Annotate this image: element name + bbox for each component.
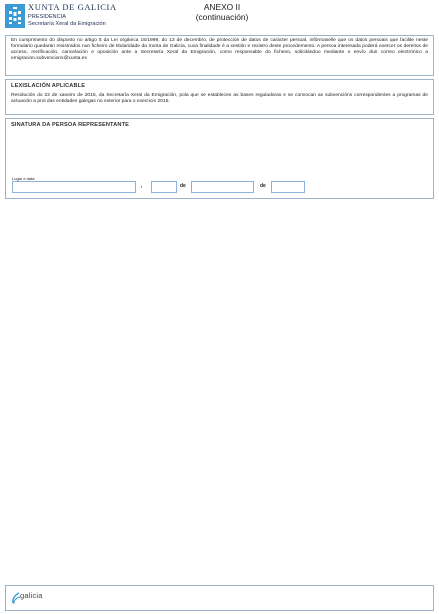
place-date-label: Lugar e data xyxy=(12,176,35,181)
applicable-law-text: Resolución do 22 de xaneiro de 2015, da Secretaría Xeral da Emigración, pola que se establecen as bases reguladoras e se convocan as subvencións correspondentes a programas de actuación a prol das entidades galegas no exterior para o exercicio 2015. xyxy=(11,93,428,105)
annex-title: ANEXO II xyxy=(203,2,241,12)
page-footer xyxy=(5,585,434,611)
privacy-notice-text: En cumprimento do disposto no artigo 5 da Lei orgánica 15/1999, do 13 de decembro, de protección de datos de carácter persoal, infórmaselle que os datos persoais que facilite neste formulario quedarán rexistrados nun ficheiro de titularidade da Xunta de Galicia, cuxa finalidade é a xestión e rexistro deste procedemento. A persoa interesada poderá exercer os dereitos de acceso, rectificación, cancelación e oposición ante a Secretaría Xeral da Emigración, como responsable do ficheiro, solicitándoo mediante o envío dun correo electrónico a emigracion.subvencions@xunta.es xyxy=(11,38,428,62)
place-field[interactable] xyxy=(12,181,136,193)
signature-box xyxy=(5,118,434,199)
annex-subtitle: (continuación) xyxy=(195,11,249,22)
de-separator-2: de xyxy=(260,183,266,189)
galicia-brand: galicia xyxy=(20,591,43,600)
year-field[interactable] xyxy=(271,181,305,193)
comma-separator: , xyxy=(141,183,143,189)
logo-text xyxy=(28,3,117,28)
department-name: PRESIDENCIA xyxy=(28,13,66,20)
org-name: XUNTA DE GALICIA xyxy=(28,2,117,12)
applicable-law-title: LEXISLACIÓN APLICABLE xyxy=(11,83,86,89)
privacy-notice-box xyxy=(5,35,434,76)
month-field[interactable] xyxy=(191,181,254,193)
day-field[interactable] xyxy=(151,181,177,193)
signature-title: SINATURA DA PERSOA REPRESENTANTE xyxy=(11,122,130,128)
subdepartment-name: Secretaría Xeral da Emigración xyxy=(28,20,106,27)
de-separator-1: de xyxy=(180,183,186,189)
annex-heading xyxy=(180,3,264,22)
applicable-law-box xyxy=(5,79,434,115)
page-header xyxy=(0,0,439,34)
xunta-logo-icon xyxy=(5,4,25,28)
